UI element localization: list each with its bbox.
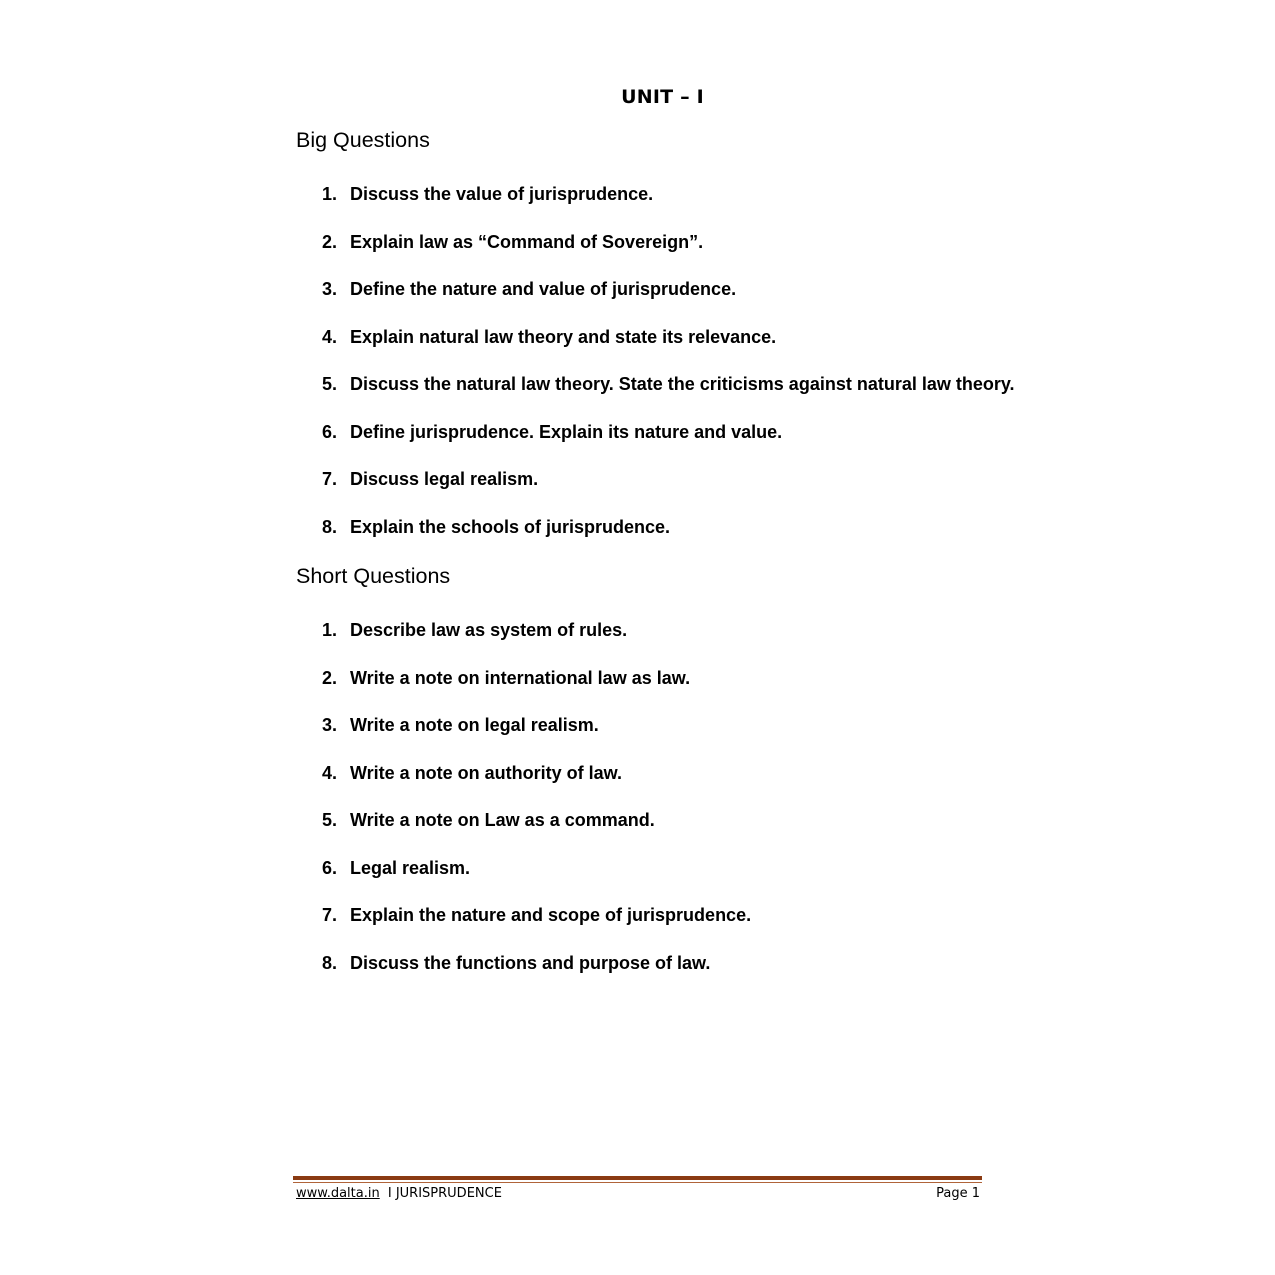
item-text: Explain the nature and scope of jurisprudence.: [350, 905, 752, 925]
website-link[interactable]: www.dalta.in: [296, 1186, 380, 1201]
item-text: Write a note on authority of law.: [350, 762, 623, 783]
item-number: 4.: [322, 762, 338, 783]
item-text: Discuss legal realism.: [350, 469, 539, 489]
item-text: Legal realism.: [350, 857, 471, 878]
item-number: 1.: [322, 184, 338, 204]
item-number: 3.: [322, 279, 338, 299]
item-number: 2.: [322, 231, 338, 252]
item-text: Write a note on international law as law.: [350, 667, 691, 688]
item-text: Discuss the value of jurisprudence.: [350, 184, 654, 204]
page-number: Page 1: [936, 1186, 980, 1201]
item-text: Define jurisprudence. Explain its nature and value.: [350, 421, 783, 442]
item-text: Define the nature and value of jurisprudence.: [350, 279, 737, 299]
item-number: 8.: [322, 516, 338, 537]
item-text: Discuss the functions and purpose of law.: [350, 952, 711, 973]
short-questions-heading: Short Questions: [296, 564, 451, 588]
item-number: 8.: [322, 952, 338, 973]
item-number: 6.: [322, 421, 338, 442]
item-number: 6.: [322, 857, 338, 878]
big-questions-heading: Big Questions: [296, 128, 430, 152]
item-number: 7.: [322, 469, 338, 489]
item-text: Write a note on Law as a command.: [350, 810, 655, 830]
footer-divider-thin: [293, 1182, 982, 1183]
footer-divider-thick: [293, 1176, 982, 1180]
item-number: 7.: [322, 905, 338, 925]
item-text: Describe law as system of rules.: [350, 620, 628, 640]
item-number: 3.: [322, 715, 338, 735]
item-number: 2.: [322, 667, 338, 688]
item-number: 4.: [322, 326, 338, 347]
footer-subject: I JURISPRUDENCE: [387, 1186, 502, 1201]
item-text: Explain the schools of jurisprudence.: [350, 516, 671, 537]
page-footer: [296, 1186, 980, 1201]
item-number: 5.: [322, 374, 338, 394]
item-text: Discuss the natural law theory. State the criticisms against natural law theory.: [350, 374, 1015, 394]
item-text: Explain law as “Command of Sovereign”.: [350, 231, 704, 252]
item-text: Explain natural law theory and state its relevance.: [350, 326, 777, 347]
item-text: Write a note on legal realism.: [350, 715, 599, 735]
item-number: 5.: [322, 810, 338, 830]
unit-title: UNIT – I: [621, 86, 704, 108]
item-number: 1.: [322, 620, 338, 640]
